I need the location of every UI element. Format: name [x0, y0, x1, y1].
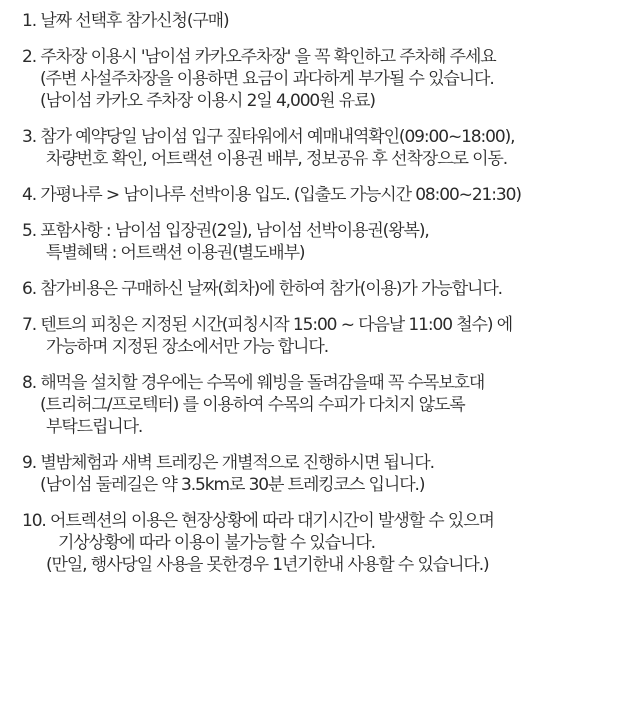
notice-item-10-line-2: 기상상황에 따라 이용이 불가능할 수 있습니다. [58, 533, 375, 553]
notice-item-7: 7. 텐트의 피칭은 지정된 시간(피칭시작 15:00 ~ 다음날 11:00 철수) 에 [22, 315, 513, 335]
notice-item-1: 1. 날짜 선택후 참가신청(구매) [22, 11, 229, 31]
notice-item-4: 4. 가평나루 > 남이나루 선박이용 입도. (입출도 가능시간 08:00~21:30) [22, 185, 521, 205]
notice-item-9: 9. 별밤체험과 새벽 트레킹은 개별적으로 진행하시면 됩니다. [22, 453, 434, 473]
notice-item-7-line-2: 가능하며 지정된 장소에서만 가능 합니다. [46, 337, 328, 357]
notice-item-8-line-3: 부탁드립니다. [46, 417, 143, 437]
notice-item-2-line-3: (남이섬 카카오 주차장 이용시 2일 4,000원 유료) [40, 91, 375, 111]
notice-item-3-line-2: 차량번호 확인, 어트랙션 이용권 배부, 정보공유 후 선착장으로 이동. [46, 149, 508, 169]
notice-item-9-line-2: (남이섬 둘레길은 약 3.5km로 30분 트레킹코스 입니다.) [40, 475, 425, 495]
notice-item-8: 8. 해먹을 설치할 경우에는 수목에 웨빙을 돌려감을때 꼭 수목보호대 [22, 373, 485, 393]
notice-item-10: 10. 어트렉션의 이용은 현장상황에 따라 대기시간이 발생할 수 있으며 [22, 511, 494, 531]
notice-item-5-line-2: 특별혜택 : 어트랙션 이용권(별도배부) [46, 243, 305, 263]
notice-item-10-line-3: (만일, 행사당일 사용을 못한경우 1년기한내 사용할 수 있습니다.) [46, 555, 489, 575]
notice-item-2-line-2: (주변 사설주차장을 이용하면 요금이 과다하게 부가될 수 있습니다. [40, 69, 494, 89]
notice-item-5: 5. 포함사항 : 남이섬 입장권(2일), 남이섬 선박이용권(왕복), [22, 221, 429, 241]
notice-item-3: 3. 참가 예약당일 남이섬 입구 짚타워에서 예매내역확인(09:00~18:00), [22, 127, 515, 147]
notice-item-2: 2. 주차장 이용시 '남이섬 카카오주차장' 을 꼭 확인하고 주차해 주세요 [22, 47, 496, 67]
notice-item-6: 6. 참가비용은 구매하신 날짜(회차)에 한하여 참가(이용)가 가능합니다. [22, 279, 502, 299]
notice-item-8-line-2: (트리허그/프로텍터) 를 이용하여 수목의 수피가 다치지 않도록 [40, 395, 465, 415]
